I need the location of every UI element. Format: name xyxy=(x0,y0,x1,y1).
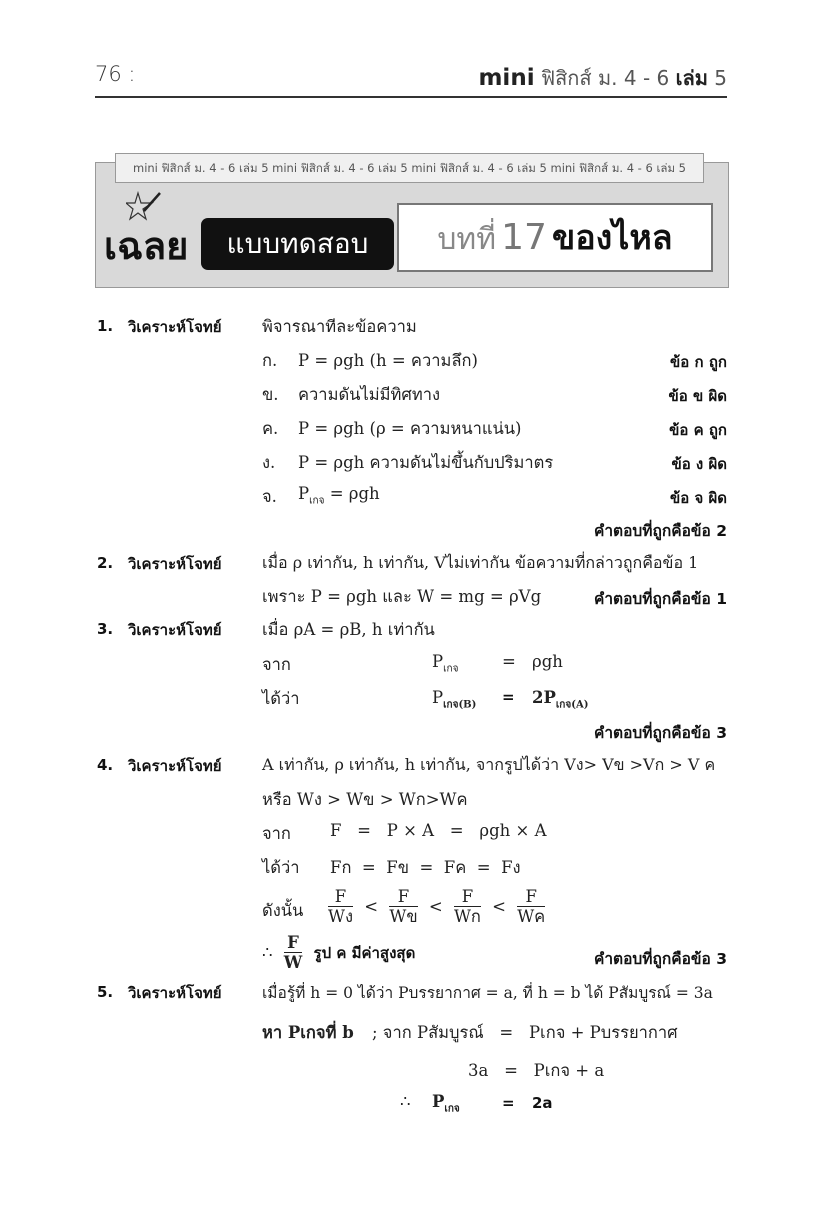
answer: คำตอบที่ถูกคือข้อ 2 xyxy=(593,522,727,540)
item-marker: ง. xyxy=(262,453,276,472)
item-verdict: ข้อ ข ผิด xyxy=(668,387,727,405)
item-marker: ก. xyxy=(262,351,278,370)
chapter-number: 17 xyxy=(501,217,547,258)
question-line: A เท่ากัน, ρ เท่ากัน, h เท่ากัน, จากรูปได้ว่า Vง> Vข >Vก > V ค xyxy=(262,755,716,774)
equation: 3a = Pเกจ + a xyxy=(468,1061,605,1080)
therefore-symbol: ∴ xyxy=(400,1092,411,1111)
item-text: $P_{เกจ} = \rho gh$ xyxy=(298,484,380,507)
question-number: 1. xyxy=(97,317,114,335)
question-label: วิเคราะห์โจทย์ xyxy=(128,318,222,336)
question-line: เมื่อ ρ เท่ากัน, h เท่ากัน, Vไม่เท่ากัน ข้อความที่กล่าวถูกคือข้อ 1 xyxy=(262,553,699,572)
answer: คำตอบที่ถูกคือข้อ 1 xyxy=(593,590,727,608)
question-number: 4. xyxy=(97,756,114,774)
answer-label: เฉลย xyxy=(104,224,189,268)
question-label: วิเคราะห์โจทย์ xyxy=(128,555,222,573)
question-line: เมื่อรู้ที่ h = 0 ได้ว่า Pบรรยากาศ = a, ที่ h = b ได้ Pสัมบูรณ์ = 3a xyxy=(262,984,713,1002)
equation-lhs: $P_{เกจ(B)}$ xyxy=(432,688,477,711)
item-verdict: ข้อ ค ถูก xyxy=(669,421,727,439)
got-label: ได้ว่า xyxy=(262,858,300,877)
fraction: $\frac{F}{\text{Wก}}$ xyxy=(453,887,481,926)
question-label: วิเคราะห์โจทย์ xyxy=(128,757,222,775)
question-number: 5. xyxy=(97,983,114,1001)
item-text: P = ρgh (h = ความลึก) xyxy=(298,351,478,370)
equation: ; จาก Pสัมบูรณ์ = Pเกจ + Pบรรยากาศ xyxy=(372,1023,678,1042)
answer: คำตอบที่ถูกคือข้อ 3 xyxy=(593,724,727,742)
question-number: 2. xyxy=(97,554,114,572)
question-line: เมื่อ ρA = ρB, h เท่ากัน xyxy=(262,620,435,639)
book-title-volume: 5 xyxy=(714,66,727,90)
equation-rhs: $2P_{เกจ(A)}$ xyxy=(532,688,589,711)
equals-sign: = xyxy=(502,1094,515,1112)
chapter-box xyxy=(397,203,713,272)
item-text: ความดันไม่มีทิศทาง xyxy=(298,385,441,404)
book-title xyxy=(478,62,727,94)
chapter-banner xyxy=(95,162,729,288)
chapter-label: บทที่ xyxy=(437,222,496,257)
item-marker: จ. xyxy=(262,487,277,506)
fraction: $\frac{F}{\text{Wข}}$ xyxy=(389,887,418,926)
chapter-name: ของไหล xyxy=(551,218,673,258)
from-label: จาก xyxy=(262,655,291,674)
equation-lhs: $P_{เกจ}$ xyxy=(432,652,459,675)
book-title-mini: mini xyxy=(478,65,535,91)
question-line: เพราะ P = ρgh และ W = mg = ρVg xyxy=(262,587,542,606)
question-label: วิเคราะห์โจทย์ xyxy=(128,621,222,639)
equals-sign: = xyxy=(502,688,515,706)
question-line: หรือ Wง > Wข > Wก>Wค xyxy=(262,790,468,809)
from-label: จาก xyxy=(262,824,291,843)
find-label: หา Pเกจที่ b xyxy=(262,1023,354,1042)
equals-sign: = xyxy=(502,652,516,671)
question-label: วิเคราะห์โจทย์ xyxy=(128,984,222,1002)
book-title-volume-label: เล่ม xyxy=(675,66,708,90)
item-verdict: ข้อ ง ผิด xyxy=(671,455,727,473)
fraction-chain: $\frac{F}{\text{Wง}}$ < $\frac{F}{\text{Wข}}$ < $\frac{F}{\text{Wก}}$ < $\frac{F}{\text{Wค}}$ xyxy=(328,887,546,926)
page-number: 76 : xyxy=(95,62,136,86)
ticker-strip: mini ฟิสิกส์ ม. 4 - 6 เล่ม 5 mini ฟิสิกส์ ม. 4 - 6 เล่ม 5 mini ฟิสิกส์ ม. 4 - 6 เล่ม 5 mini ฟิสิกส์ ม. 4 - 6 เล่ม 5 xyxy=(115,153,704,183)
result-lhs: $P_{เกจ}$ xyxy=(432,1092,460,1115)
question-intro: พิจารณาทีละข้อความ xyxy=(262,317,417,336)
item-marker: ค. xyxy=(262,419,279,438)
item-verdict: ข้อ จ ผิด xyxy=(669,489,727,507)
test-label: แบบทดสอบ xyxy=(201,218,394,270)
item-marker: ข. xyxy=(262,385,279,404)
fraction: $\frac{F}{\text{Wค}}$ xyxy=(517,887,546,926)
equation-rhs: ρgh xyxy=(532,652,563,671)
got-label: ได้ว่า xyxy=(262,689,300,708)
conclusion: ∴ $\frac{F}{W}$ รูป ค มีค่าสูงสุด xyxy=(262,933,416,972)
question-number: 3. xyxy=(97,620,114,638)
item-text: P = ρgh ความดันไม่ขึ้นกับปริมาตร xyxy=(298,453,554,472)
book-title-subject: ฟิสิกส์ ม. 4 - 6 xyxy=(540,66,670,90)
so-label: ดังนั้น xyxy=(262,901,304,920)
item-verdict: ข้อ ก ถูก xyxy=(670,353,727,371)
fraction: $\frac{F}{\text{Wง}}$ xyxy=(328,887,354,926)
result-rhs: 2a xyxy=(532,1094,553,1112)
equation: F = P × A = ρgh × A xyxy=(330,821,547,840)
answer: คำตอบที่ถูกคือข้อ 3 xyxy=(593,950,727,968)
page-header xyxy=(95,58,727,98)
equation: Fก = Fข = Fค = Fง xyxy=(330,858,521,877)
item-text: P = ρgh (ρ = ความหนาแน่น) xyxy=(298,419,522,438)
